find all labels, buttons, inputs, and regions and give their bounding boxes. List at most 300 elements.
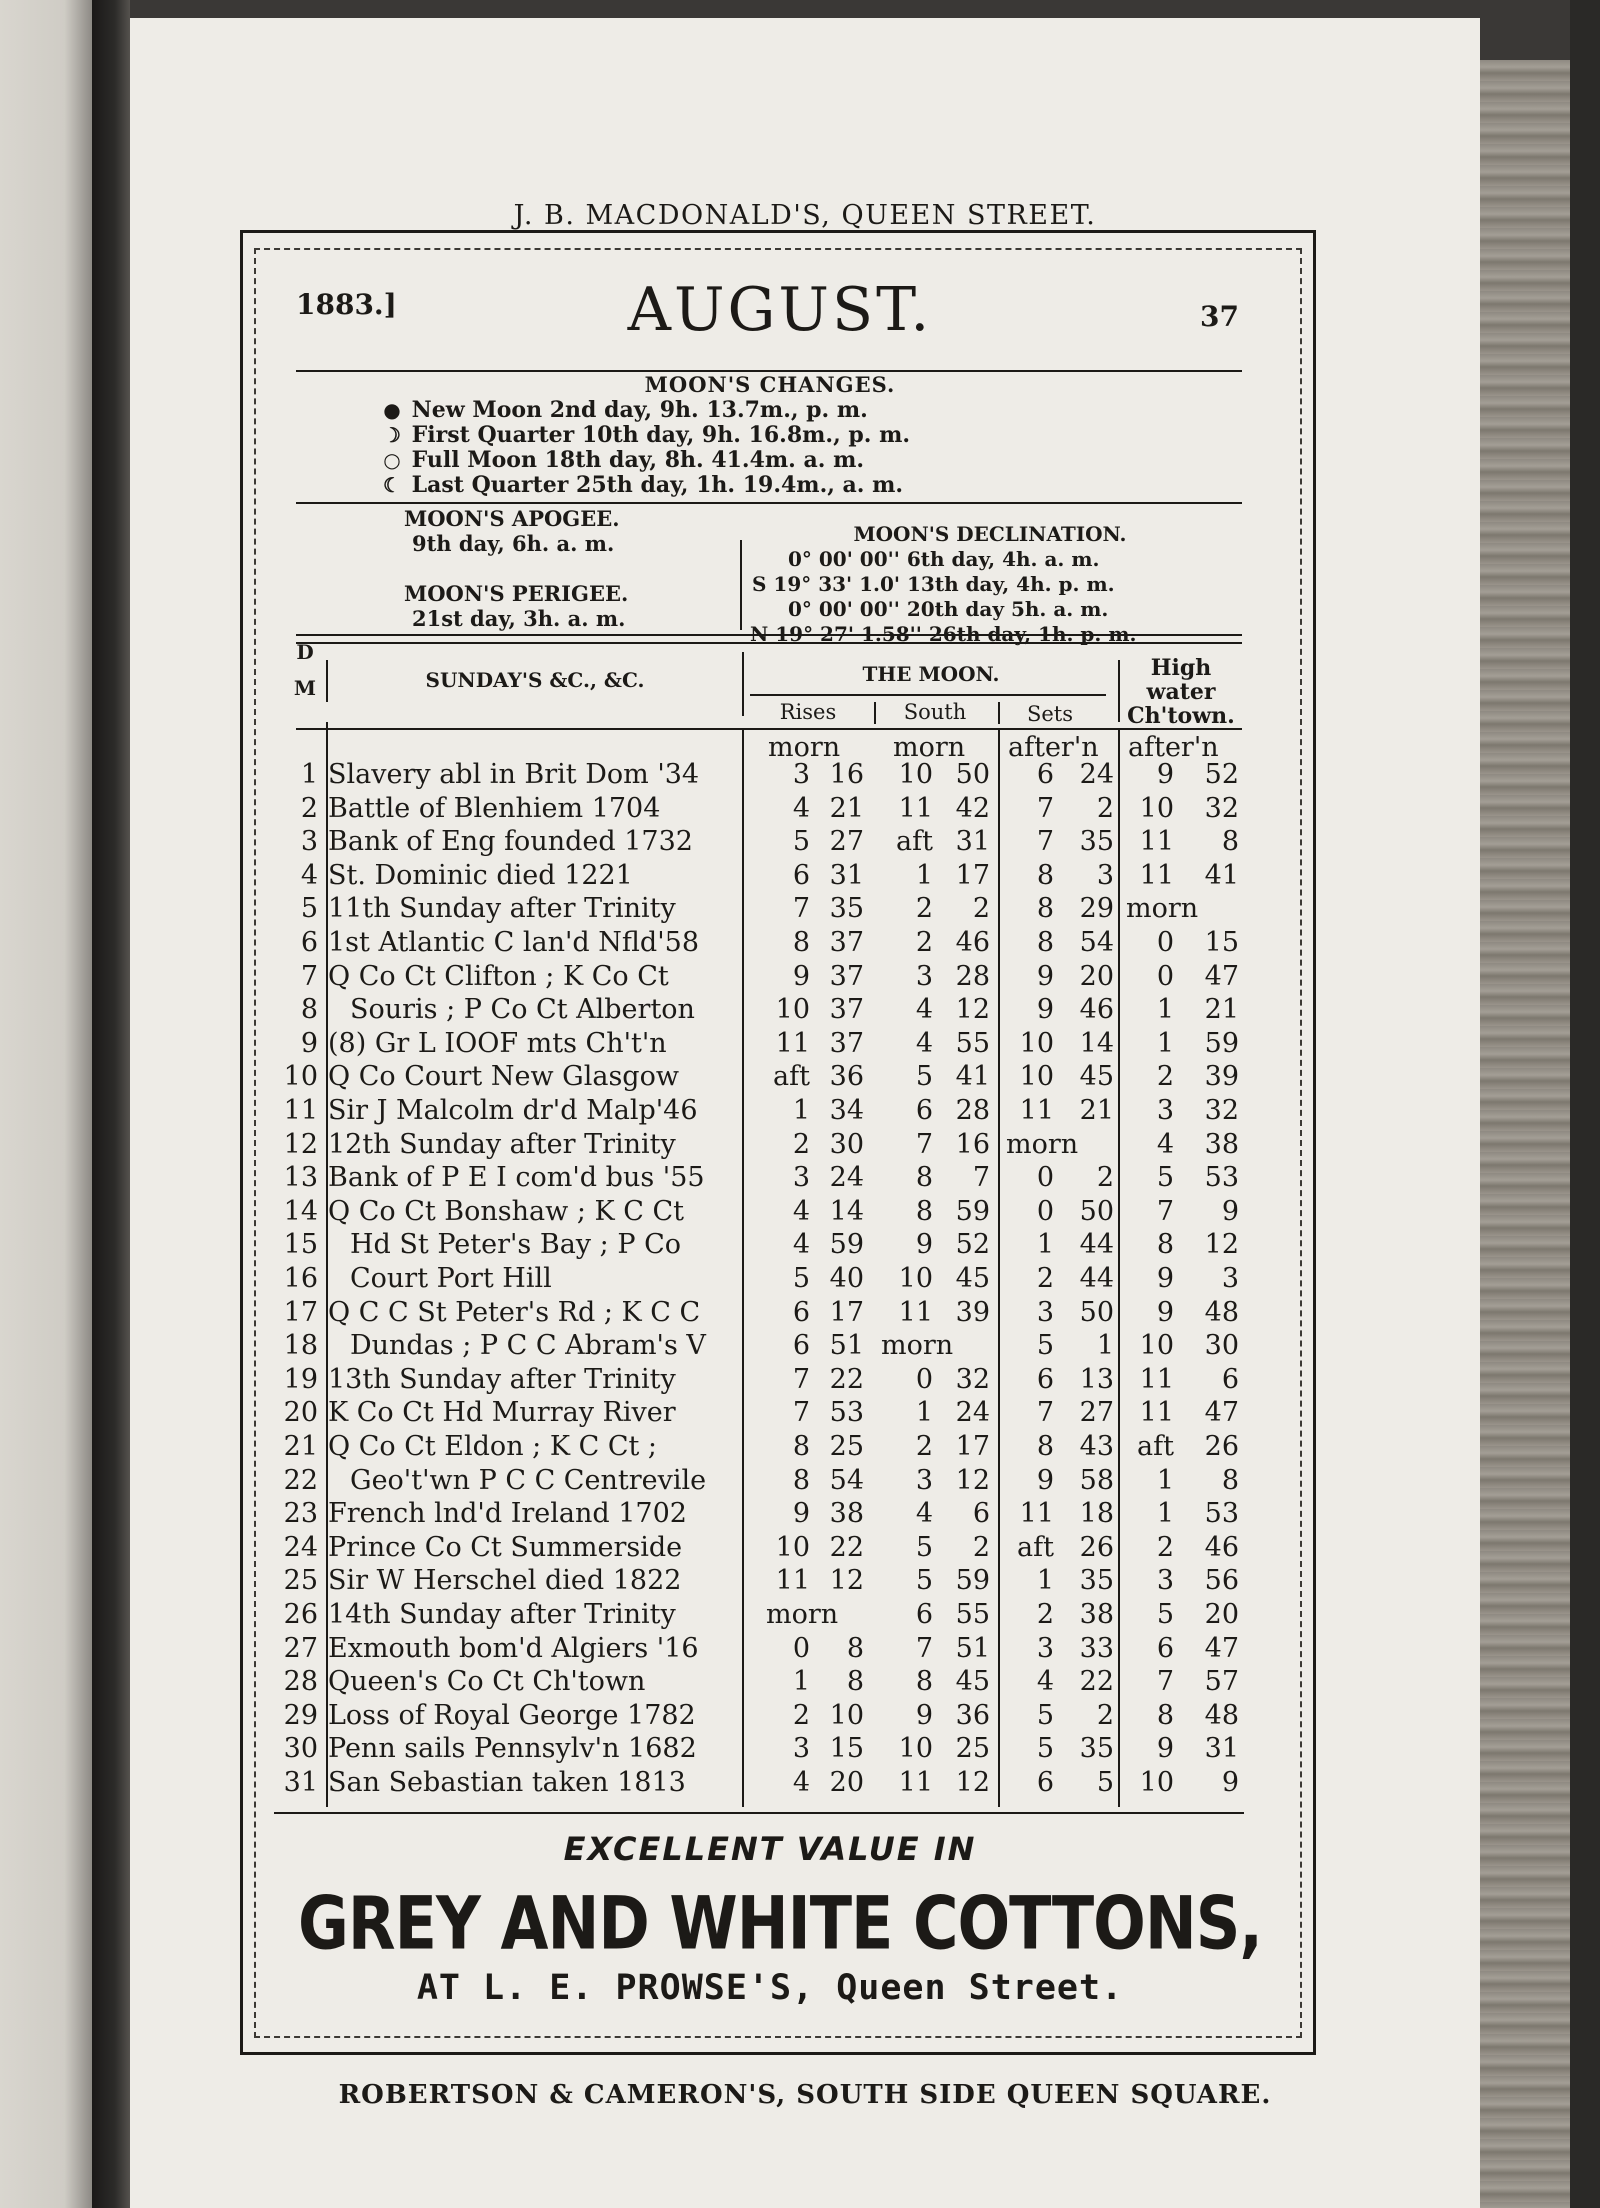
header-the-moon: THE MOON. [862, 662, 1000, 686]
high-hour: 2 [1156, 1061, 1174, 1093]
high-hour: 1 [1156, 1464, 1174, 1496]
advert-merchant: AT L. E. PROWSE'S, Queen Street. [416, 1968, 1124, 2008]
rises-hour: 3 [792, 759, 810, 790]
high-hour: 10 [1139, 1330, 1174, 1362]
rises-hour: 6 [792, 1330, 810, 1362]
table-row [0, 1296, 1600, 1329]
south-hour: 6 [915, 1599, 933, 1630]
day-number: 29 [283, 1699, 318, 1731]
high-hour: 11 [1139, 826, 1174, 858]
high-hour: 3 [1156, 1095, 1174, 1126]
sets-hour: 4 [1036, 1666, 1054, 1698]
rises-hour: 1 [792, 1666, 810, 1698]
high-hour: 2 [1156, 1531, 1174, 1563]
rises-minute: 59 [829, 1229, 864, 1261]
table-row [0, 1766, 1600, 1799]
south-hour: 7 [915, 1128, 933, 1160]
table-row [0, 1464, 1600, 1497]
sets-hour: 10 [1019, 1027, 1054, 1059]
rises-hour: 4 [792, 792, 810, 824]
event-text: Geo't'wn P C C Centrevile [350, 1464, 707, 1496]
south-minute: 12 [955, 994, 990, 1026]
day-number: 31 [283, 1767, 318, 1798]
rises-label: morn [768, 732, 841, 763]
south-minute: 28 [955, 960, 990, 992]
sets-minute: 2 [1096, 1699, 1114, 1731]
sets-hour: 3 [1036, 1296, 1054, 1328]
rises-minute: 14 [829, 1195, 864, 1227]
event-text: Souris ; P Co Ct Alberton [350, 994, 695, 1026]
sets-minute: 35 [1079, 826, 1114, 858]
south-minute: 12 [955, 1464, 990, 1496]
south-hour: 3 [915, 960, 933, 992]
high-minute: 15 [1204, 927, 1239, 958]
day-number: 23 [283, 1498, 318, 1530]
day-number: 20 [283, 1397, 318, 1429]
sets-minute: 2 [1096, 792, 1114, 824]
high-minute: 3 [1221, 1263, 1239, 1294]
high-hour: 9 [1156, 1296, 1174, 1328]
high-hour: 1 [1156, 994, 1174, 1026]
table-row [0, 1094, 1600, 1127]
sets-hour: 8 [1036, 893, 1054, 925]
high-minute: 53 [1204, 1498, 1239, 1530]
high-label: after'n [1128, 732, 1219, 763]
rises-minute: 51 [829, 1330, 864, 1362]
south-minute: 39 [955, 1296, 990, 1328]
south-hour: 8 [915, 1162, 933, 1194]
header-d: D [296, 640, 314, 664]
south-hour: 2 [915, 927, 933, 958]
rises-hour: 1 [792, 1095, 810, 1126]
apogee-title: MOON'S APOGEE. [404, 506, 620, 531]
event-text: Q C C St Peter's Rd ; K C C [328, 1296, 701, 1328]
sets-minute: 38 [1079, 1599, 1114, 1630]
sets-minute: 33 [1079, 1632, 1114, 1664]
sets-hour: 5 [1036, 1330, 1054, 1362]
south-hour: 8 [915, 1666, 933, 1698]
day-number: 26 [283, 1599, 318, 1630]
header-sets: Sets [1026, 702, 1074, 726]
table-bottom-rule [274, 1812, 1244, 1814]
sets-hour: 9 [1036, 994, 1054, 1026]
rises-hour: 3 [792, 1162, 810, 1194]
apogee-value: 9th day, 6h. a. m. [412, 531, 615, 556]
high-minute: 39 [1204, 1061, 1239, 1093]
table-row [0, 792, 1600, 825]
south-minute: 17 [955, 859, 990, 891]
day-number: 4 [300, 859, 318, 891]
south-minute: 55 [955, 1027, 990, 1059]
south-label: morn [893, 732, 966, 763]
south-hour: 3 [915, 1464, 933, 1496]
phase-text: Full Moon 18th day, 8h. 41.4m. a. m. [411, 447, 865, 473]
day-number: 18 [283, 1330, 318, 1362]
high-hour: 9 [1156, 759, 1174, 790]
table-row [0, 1665, 1600, 1698]
sets-hour: 0 [1036, 1195, 1054, 1227]
rises-hour: 4 [792, 1195, 810, 1227]
sets-hour: 2 [1036, 1599, 1054, 1630]
table-row [0, 1598, 1600, 1631]
south-hour: 4 [915, 994, 933, 1026]
south-hour: 1 [915, 859, 933, 891]
sets-minute: 26 [1079, 1531, 1114, 1563]
event-text: Queen's Co Ct Ch'town [328, 1666, 646, 1698]
page-number: 37 [1200, 300, 1239, 333]
south-minute: 50 [955, 759, 990, 790]
sets-hour: 8 [1036, 927, 1054, 958]
high-hour: 5 [1156, 1162, 1174, 1194]
sets-hour: 11 [1019, 1498, 1054, 1530]
rises-minute: 10 [829, 1699, 864, 1731]
declination-line: 0° 00' 00'' 6th day, 4h. a. m. [788, 547, 1100, 571]
high-minute: 31 [1204, 1733, 1239, 1765]
south-hour: 9 [915, 1699, 933, 1731]
high-hour: aft [1137, 1431, 1174, 1462]
rises-minute: 24 [829, 1162, 864, 1194]
event-text: K Co Ct Hd Murray River [328, 1397, 676, 1429]
event-text: Penn sails Pennsylv'n 1682 [328, 1733, 697, 1765]
day-number: 27 [283, 1632, 318, 1664]
day-number: 7 [300, 960, 318, 992]
south-minute: 42 [955, 792, 990, 824]
rises-minute: 37 [829, 1027, 864, 1059]
high-minute: 47 [1204, 960, 1239, 992]
sets-minute: 22 [1079, 1666, 1114, 1698]
day-number: 24 [283, 1531, 318, 1563]
rises-hour: 5 [792, 826, 810, 858]
high-hour: 6 [1156, 1632, 1174, 1664]
rises-minute: 53 [829, 1397, 864, 1429]
sets-minute: 29 [1079, 893, 1114, 925]
sets-hour: 2 [1036, 1263, 1054, 1294]
rises-hour: 4 [792, 1229, 810, 1261]
sets-hour: 6 [1036, 1767, 1054, 1798]
south-minute: 36 [955, 1699, 990, 1731]
rises-hour: 6 [792, 1296, 810, 1328]
full-moon-icon: ○ [383, 448, 401, 472]
rises-minute: 22 [829, 1363, 864, 1395]
south-minute: 59 [955, 1195, 990, 1227]
day-number: 1 [300, 759, 318, 790]
event-text: Sir W Herschel died 1822 [328, 1565, 682, 1597]
sets-hour: 11 [1019, 1095, 1054, 1126]
event-text: Court Port Hill [350, 1263, 552, 1294]
day-number: 25 [283, 1565, 318, 1597]
rises-minute: 36 [829, 1061, 864, 1093]
rises-hour: 11 [775, 1027, 810, 1059]
south-hour: 1 [915, 1397, 933, 1429]
sets-hour: 1 [1036, 1229, 1054, 1261]
last-quarter-icon: ☾ [383, 473, 401, 497]
rises-minute: 34 [829, 1095, 864, 1126]
high-minute: 21 [1204, 994, 1239, 1026]
advert-tagline: EXCELLENT VALUE IN [563, 1830, 977, 1868]
day-number: 22 [283, 1464, 318, 1496]
sets-hour: 6 [1036, 1363, 1054, 1395]
high-minute: 32 [1204, 792, 1239, 824]
sets-minute: 18 [1079, 1498, 1114, 1530]
day-number: 30 [283, 1733, 318, 1765]
high-hour: 11 [1139, 1397, 1174, 1429]
table-row [0, 960, 1600, 993]
event-text: French lnd'd Ireland 1702 [328, 1498, 687, 1530]
rises-minute: 8 [846, 1632, 864, 1664]
perigee-title: MOON'S PERIGEE. [404, 581, 629, 606]
high-hour: 4 [1156, 1128, 1174, 1160]
sets-minute: 58 [1079, 1464, 1114, 1496]
event-text: Battle of Blenhiem 1704 [328, 792, 661, 824]
event-text: Q Co Ct Eldon ; K C Ct ; [328, 1431, 658, 1462]
table-row [0, 1732, 1600, 1765]
month-title: AUGUST. [627, 275, 933, 345]
event-text: 12th Sunday after Trinity [328, 1128, 676, 1160]
table-row [0, 926, 1600, 959]
event-text: Dundas ; P C C Abram's V [350, 1330, 706, 1362]
sets-minute: 21 [1079, 1095, 1114, 1126]
high-hour: 5 [1156, 1599, 1174, 1630]
high-minute: 46 [1204, 1531, 1239, 1563]
rises-minute: 30 [829, 1128, 864, 1160]
high-minute: 8 [1221, 1464, 1239, 1496]
table-row [0, 892, 1600, 925]
south-hour: 4 [915, 1027, 933, 1059]
south-minute: 25 [955, 1733, 990, 1765]
sets-hour: 9 [1036, 960, 1054, 992]
rises-minute: 12 [829, 1565, 864, 1597]
header-m: M [293, 676, 317, 700]
rises-minute: 25 [829, 1431, 864, 1462]
high-minute: 38 [1204, 1128, 1239, 1160]
high-minute: 53 [1204, 1162, 1239, 1194]
table-row [0, 1531, 1600, 1564]
sets-hour: 3 [1036, 1632, 1054, 1664]
day-number: 11 [283, 1095, 318, 1126]
sets-minute: 14 [1079, 1027, 1114, 1059]
high-word: morn [1126, 893, 1199, 925]
south-hour: 10 [898, 1263, 933, 1294]
high-minute: 48 [1204, 1296, 1239, 1328]
sets-hour: 7 [1036, 792, 1054, 824]
day-number: 6 [300, 927, 318, 958]
table-row [0, 1195, 1600, 1228]
sets-minute: 50 [1079, 1195, 1114, 1227]
rises-hour: 10 [775, 1531, 810, 1563]
high-hour: 0 [1156, 960, 1174, 992]
table-row [0, 1699, 1600, 1732]
advert-headline: GREY AND WHITE COTTONS, [298, 1880, 1262, 1967]
day-number: 16 [283, 1263, 318, 1294]
rises-hour: 9 [792, 1498, 810, 1530]
rises-minute: 20 [829, 1767, 864, 1798]
rises-word: morn [766, 1599, 839, 1630]
running-footer: ROBERTSON & CAMERON'S, SOUTH SIDE QUEEN SQUARE. [338, 2080, 1272, 2110]
sets-minute: 1 [1096, 1330, 1114, 1362]
new-moon-icon: ● [383, 398, 401, 422]
high-minute: 41 [1204, 859, 1239, 891]
south-word: morn [881, 1330, 954, 1362]
table-row [0, 1027, 1600, 1060]
high-hour: 1 [1156, 1027, 1174, 1059]
table-row [0, 1564, 1600, 1597]
high-hour: 1 [1156, 1498, 1174, 1530]
sets-minute: 43 [1079, 1431, 1114, 1462]
table-row [0, 1396, 1600, 1429]
sets-word: morn [1006, 1128, 1079, 1160]
south-hour: 2 [915, 1431, 933, 1462]
high-minute: 52 [1204, 759, 1239, 790]
table-row [0, 1363, 1600, 1396]
high-minute: 47 [1204, 1632, 1239, 1664]
rises-minute: 40 [829, 1263, 864, 1294]
high-minute: 8 [1221, 826, 1239, 858]
high-minute: 56 [1204, 1565, 1239, 1597]
day-number: 13 [283, 1162, 318, 1194]
sets-minute: 35 [1079, 1733, 1114, 1765]
sets-minute: 44 [1079, 1229, 1114, 1261]
declination-line: S 19° 33' 1.0' 13th day, 4h. p. m. [752, 572, 1115, 596]
event-text: Bank of Eng founded 1732 [328, 826, 693, 858]
event-text: Loss of Royal George 1782 [328, 1699, 696, 1731]
south-hour: 11 [898, 792, 933, 824]
south-minute: 2 [972, 1531, 990, 1563]
sets-minute: 54 [1079, 927, 1114, 958]
rises-minute: 37 [829, 960, 864, 992]
table-row [0, 1497, 1600, 1530]
table-row [0, 1228, 1600, 1261]
rises-hour: 2 [792, 1128, 810, 1160]
south-hour: 9 [915, 1229, 933, 1261]
south-hour: 5 [915, 1565, 933, 1597]
rises-hour: 11 [775, 1565, 810, 1597]
day-number: 10 [283, 1061, 318, 1093]
rises-minute: 27 [829, 826, 864, 858]
high-minute: 48 [1204, 1699, 1239, 1731]
south-hour: 11 [898, 1296, 933, 1328]
phase-text: New Moon 2nd day, 9h. 13.7m., p. m. [411, 397, 868, 423]
south-minute: 31 [955, 826, 990, 858]
declination-line: N 19° 27' 1.58'' 26th day, 1h. p. m. [750, 622, 1137, 646]
perigee-value: 21st day, 3h. a. m. [412, 606, 626, 631]
rises-hour: 7 [792, 893, 810, 925]
event-text: Q Co Ct Clifton ; K Co Ct [328, 960, 669, 992]
table-row [0, 1161, 1600, 1194]
table-row [0, 825, 1600, 858]
event-text: Hd St Peter's Bay ; P Co [350, 1229, 681, 1261]
south-hour: 10 [898, 1733, 933, 1765]
rises-hour: 0 [792, 1632, 810, 1664]
south-minute: 52 [955, 1229, 990, 1261]
rises-minute: 35 [829, 893, 864, 925]
year-label: 1883.] [296, 288, 397, 321]
day-number: 17 [283, 1296, 318, 1328]
header-events: SUNDAY'S &C., &C. [425, 668, 645, 692]
table-row [0, 993, 1600, 1026]
table-row [0, 859, 1600, 892]
day-number: 9 [300, 1027, 318, 1059]
south-minute: 6 [972, 1498, 990, 1530]
sets-hour: aft [1017, 1531, 1054, 1563]
declination-line: 0° 00' 00'' 20th day 5h. a. m. [788, 597, 1109, 621]
sets-minute: 13 [1079, 1363, 1114, 1395]
high-water-line: Ch'town. [1127, 703, 1235, 729]
south-hour: 0 [915, 1363, 933, 1395]
sets-label: after'n [1008, 732, 1099, 763]
sets-hour: 8 [1036, 859, 1054, 891]
event-text: Exmouth bom'd Algiers '16 [328, 1632, 699, 1664]
header-south: South [903, 700, 967, 724]
event-text: Prince Co Ct Summerside [328, 1531, 683, 1563]
south-hour: 4 [915, 1498, 933, 1530]
rises-minute: 8 [846, 1666, 864, 1698]
high-hour: 7 [1156, 1195, 1174, 1227]
sets-minute: 50 [1079, 1296, 1114, 1328]
high-water-line: High [1150, 655, 1212, 681]
rises-minute: 54 [829, 1464, 864, 1496]
sets-minute: 27 [1079, 1397, 1114, 1429]
sets-hour: 7 [1036, 826, 1054, 858]
event-text: 13th Sunday after Trinity [328, 1363, 676, 1395]
day-number: 15 [283, 1229, 318, 1261]
high-minute: 47 [1204, 1397, 1239, 1429]
event-text: Q Co Ct Bonshaw ; K C Ct [328, 1195, 685, 1227]
rises-hour: 5 [792, 1263, 810, 1294]
rises-minute: 17 [829, 1296, 864, 1328]
high-hour: 10 [1139, 792, 1174, 824]
high-hour: 3 [1156, 1565, 1174, 1597]
high-hour: 0 [1156, 927, 1174, 958]
rises-minute: 22 [829, 1531, 864, 1563]
event-text: 11th Sunday after Trinity [328, 893, 676, 925]
south-hour: 5 [915, 1531, 933, 1563]
rises-minute: 16 [829, 759, 864, 790]
sets-hour: 9 [1036, 1464, 1054, 1496]
sets-minute: 20 [1079, 960, 1114, 992]
rises-hour: 7 [792, 1363, 810, 1395]
event-text: 14th Sunday after Trinity [328, 1599, 676, 1630]
south-minute: 28 [955, 1095, 990, 1126]
high-minute: 9 [1221, 1767, 1239, 1798]
rises-hour: 8 [792, 927, 810, 958]
sets-hour: 7 [1036, 1397, 1054, 1429]
header-rises: Rises [779, 700, 837, 724]
high-hour: 11 [1139, 859, 1174, 891]
event-text: 1st Atlantic C lan'd Nfld'58 [328, 927, 699, 958]
rises-hour: 9 [792, 960, 810, 992]
high-minute: 6 [1221, 1363, 1239, 1395]
rises-hour: 6 [792, 859, 810, 891]
day-number: 5 [300, 893, 318, 925]
south-hour: 8 [915, 1195, 933, 1227]
day-number: 12 [283, 1128, 318, 1160]
south-minute: 45 [955, 1666, 990, 1698]
rises-hour: 7 [792, 1397, 810, 1429]
high-hour: 9 [1156, 1263, 1174, 1294]
south-minute: 2 [972, 893, 990, 925]
rises-hour: aft [773, 1061, 810, 1093]
day-number: 21 [283, 1431, 318, 1462]
event-text: Slavery abl in Brit Dom '34 [328, 759, 700, 790]
table-row [0, 1060, 1600, 1093]
table-row [0, 1128, 1600, 1161]
sets-hour: 10 [1019, 1061, 1054, 1093]
high-hour: 7 [1156, 1666, 1174, 1698]
rises-minute: 31 [829, 859, 864, 891]
rises-hour: 10 [775, 994, 810, 1026]
sets-hour: 6 [1036, 759, 1054, 790]
south-minute: 32 [955, 1363, 990, 1395]
